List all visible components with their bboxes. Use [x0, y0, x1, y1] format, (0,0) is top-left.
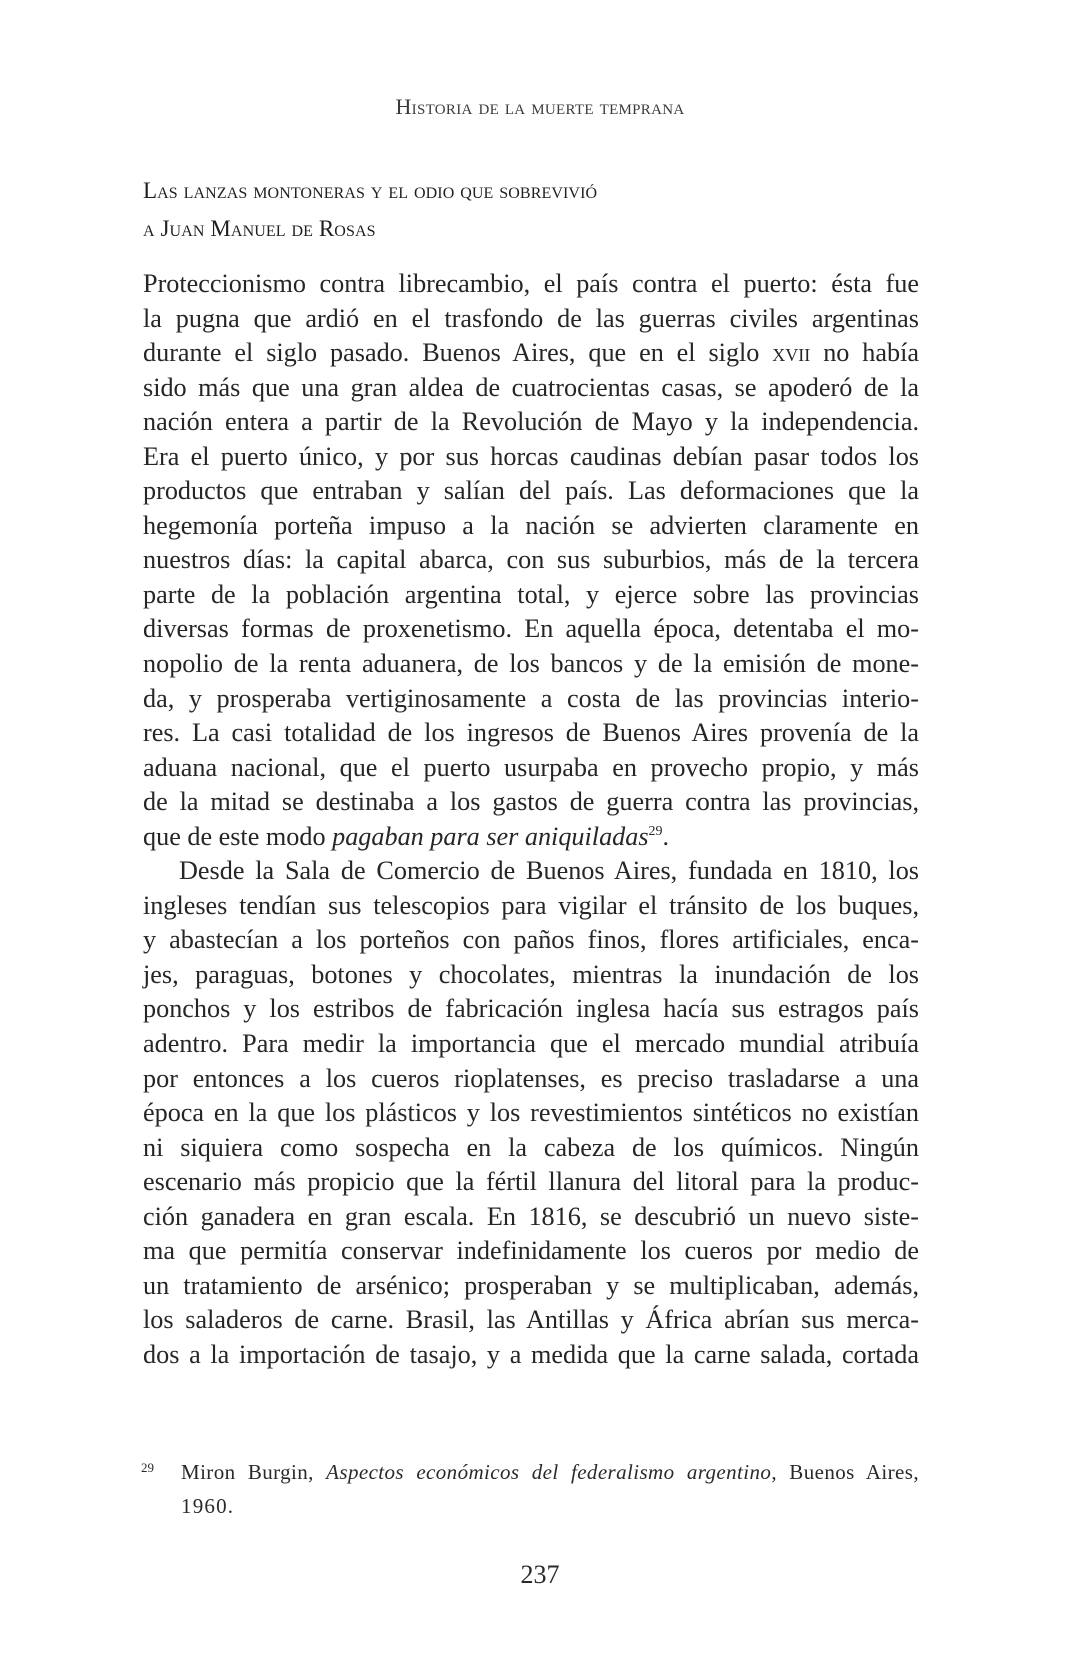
body-line: por entonces a los cueros rioplatenses, es preciso trasladarse a una — [143, 1063, 919, 1093]
body-text — [143, 267, 919, 1373]
page-number: 237 — [520, 1560, 560, 1589]
body-line: la pugna que ardió en el trasfondo de las guerras civiles argentinas — [143, 303, 919, 333]
running-head: Historia de la muerte temprana — [395, 94, 685, 119]
body-line: diversas formas de proxenetismo. En aquella época, detentaba el mo- — [143, 614, 919, 644]
body-line: Era el puerto único, y por sus horcas caudinas debían pasar todos los — [143, 441, 919, 471]
body-line: aduana nacional, que el puerto usurpaba en provecho propio, y más — [143, 752, 919, 782]
footnote — [143, 1455, 919, 1523]
body-line: nopolio de la renta aduanera, de los bancos y de la emisión de mone- — [143, 649, 919, 679]
body-line: un tratamiento de arsénico; prosperaban y se multiplicaban, además, — [143, 1270, 919, 1300]
emphasis-text: pagaban para ser aniquiladas — [332, 821, 649, 851]
body-line: res. La casi totalidad de los ingresos de Buenos Aires provenía de la — [143, 718, 919, 748]
text-run: . — [662, 821, 670, 851]
body-line: ni siquiera como sospecha en la cabeza de los químicos. Ningún — [143, 1132, 919, 1162]
footnote-line — [181, 1455, 919, 1489]
text-run: que de este modo — [143, 821, 333, 851]
section-title-line-1: Las lanzas montoneras y el odio que sobrevivió — [143, 178, 598, 203]
footnote-title: Aspectos económicos del federalismo argentino — [326, 1460, 772, 1484]
section-title — [143, 172, 923, 248]
body-line: Proteccionismo contra librecambio, el país contra el puerto: ésta fue — [143, 269, 919, 298]
body-line: nuestros días: la capital abarca, con sus suburbios, más de la tercera — [143, 545, 919, 575]
roman-numeral-century: xvii — [772, 338, 811, 368]
text-run: durante el siglo pasado. Buenos Aires, que en el siglo — [143, 338, 773, 368]
footnote-number: 29 — [141, 1460, 154, 1475]
section-title-line-2: a Juan Manuel de Rosas — [143, 216, 376, 241]
body-line: jes, paraguas, botones y chocolates, mientras la inundación de los — [143, 959, 919, 989]
footnote-reference[interactable]: 29 — [648, 823, 663, 839]
body-line: nación entera a partir de la Revolución de Mayo y la independencia. — [143, 407, 919, 437]
footnote-author: Miron Burgin, — [181, 1460, 327, 1484]
body-line: dos a la importación de tasajo, y a medida que la carne salada, cortada — [143, 1339, 919, 1369]
body-line: hegemonía porteña impuso a la nación se advierten claramente en — [143, 510, 919, 540]
body-line: Desde la Sala de Comercio de Buenos Aires, fundada en 1810, los — [179, 856, 919, 886]
body-line: parte de la población argentina total, y ejerce sobre las provincias — [143, 579, 919, 609]
body-line — [143, 336, 919, 371]
body-line: ción ganadera en gran escala. En 1816, se descubrió un nuevo siste- — [143, 1201, 919, 1231]
body-line: productos que entraban y salían del país. Las deformaciones que la — [143, 476, 919, 506]
body-line: da, y prosperaba vertiginosamente a costa de las provincias interio- — [143, 683, 919, 713]
footnote-year: 1960. — [181, 1494, 235, 1518]
body-line: de la mitad se destinaba a los gastos de guerra contra las provincias, — [143, 787, 919, 817]
text-run: no había — [810, 338, 919, 368]
footnote-publication: , Buenos Aires, — [771, 1460, 919, 1484]
body-line — [143, 820, 919, 855]
body-line: ma que permitía conservar indefinidamente los cueros por medio de — [143, 1236, 919, 1266]
body-line: ponchos y los estribos de fabricación inglesa hacía sus estragos país — [143, 994, 919, 1024]
body-line: sido más que una gran aldea de cuatrocientas casas, se apoderó de la — [143, 372, 919, 402]
body-line: escenario más propicio que la fértil llanura del litoral para la produc- — [143, 1167, 919, 1197]
body-line: época en la que los plásticos y los revestimientos sintéticos no existían — [143, 1098, 919, 1128]
body-line: adentro. Para medir la importancia que el mercado mundial atribuía — [143, 1029, 919, 1059]
footnote-body — [181, 1455, 919, 1523]
body-line: y abastecían a los porteños con paños finos, flores artificiales, enca- — [143, 925, 919, 955]
body-line: ingleses tendían sus telescopios para vigilar el tránsito de los buques, — [143, 890, 919, 920]
body-line: los saladeros de carne. Brasil, las Antillas y África abrían sus merca- — [143, 1305, 919, 1335]
